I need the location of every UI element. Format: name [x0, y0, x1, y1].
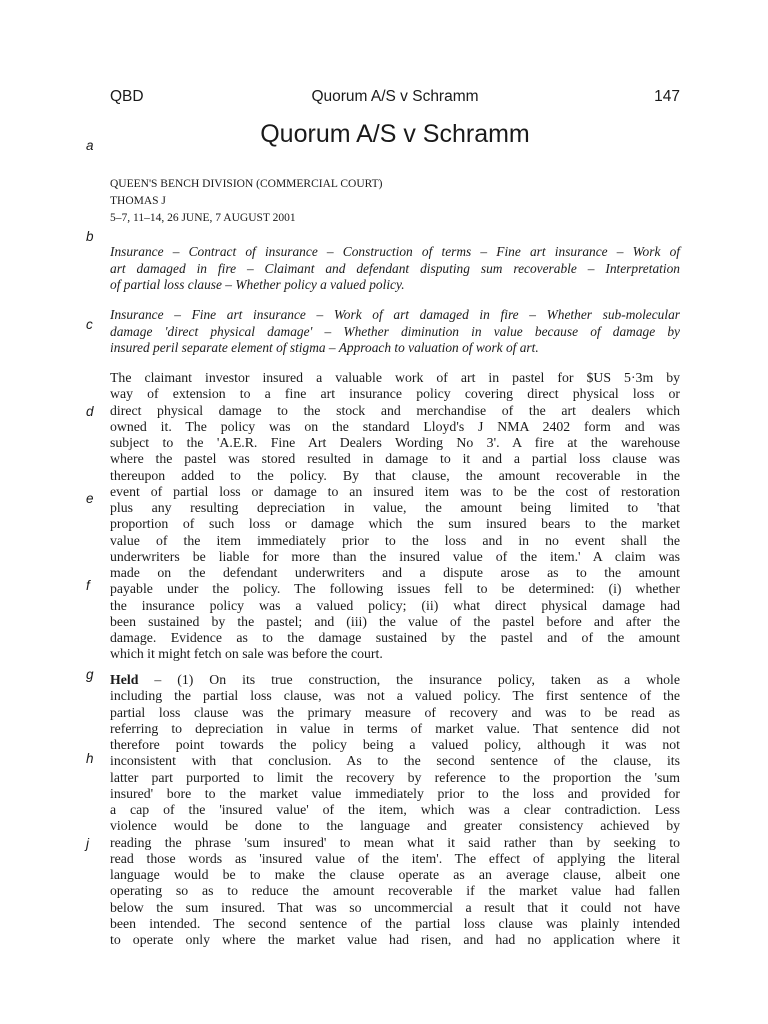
held-line: inconsistent with that conclusion. As to the second sentence of the clause, its — [110, 753, 680, 769]
margin-letter-f: f — [86, 578, 90, 593]
summary-line: payable under the policy. The following issues fell to be determined: (i) whether — [110, 581, 680, 597]
summary-line: plus any resulting depreciation in value, the amount being limited to 'that — [110, 500, 680, 515]
summary-line: thereupon added to the policy. By that clause, the amount recoverable in the — [110, 467, 680, 483]
summary-line: made on the defendant underwriters and a dispute arose as to the amount — [110, 565, 680, 580]
held-line: therefore point towards the policy being a valued policy, although it was not — [110, 737, 680, 752]
catchword-line: art damaged in fire – Claimant and defendant disputing sum recoverable – Interpretation — [110, 260, 680, 276]
held-line-text: – (1) On its true construction, the insurance policy, taken as a whole — [138, 672, 680, 687]
held-line: operating so as to reduce the amount recoverable if the market value had fallen — [110, 883, 680, 899]
held-paragraph — [110, 672, 680, 948]
court-name: QUEEN'S BENCH DIVISION (COMMERCIAL COURT) — [110, 178, 383, 190]
held-line: including the partial loss clause, was not a valued policy. The first sentence of the — [110, 688, 680, 704]
summary-line: the insurance policy was a valued policy; (ii) what direct physical damage had — [110, 597, 680, 613]
margin-letter-b: b — [86, 229, 94, 244]
held-label: Held — [110, 672, 139, 687]
held-line: referring to depreciation in value in terms of market value. That sentence did not — [110, 720, 680, 736]
summary-line: underwriters be liable for more than the insured value of the item.' A claim was — [110, 548, 680, 564]
held-line: to operate only where the market value had risen, and had no application where it — [110, 932, 680, 947]
held-line: read those words as 'insured value of the item'. The effect of applying the literal — [110, 850, 680, 866]
header-page-number: 147 — [654, 88, 680, 105]
summary-line: subject to the 'A.E.R. Fine Art Dealers Wording No 3'. A fire at the warehouse — [110, 435, 680, 450]
held-line: violence would be done to the language and greater consistency achieved by — [110, 818, 680, 834]
catchwords-first — [110, 244, 680, 294]
summary-line: proportion of such loss or damage which the sum insured bears to the market — [110, 516, 680, 532]
margin-letter-g: g — [86, 667, 94, 682]
header-case-name: Quorum A/S v Schramm — [311, 88, 479, 105]
judge-name: THOMAS J — [110, 195, 166, 207]
catchword-line: insured peril separate element of stigma – Approach to valuation of work of art. — [110, 340, 539, 355]
case-title: Quorum A/S v Schramm — [260, 120, 530, 148]
held-line: partial loss clause was the primary measure of recovery and was to be read as — [110, 704, 680, 720]
summary-line: value of the item immediately prior to the loss and in no event shall the — [110, 532, 680, 548]
summary-line: which it might fetch on sale was before the court. — [110, 646, 383, 662]
held-line: below the sum insured. That was so uncommercial a result that it could not have — [110, 899, 680, 915]
summary-line: where the pastel was stored resulted in damage to it and a partial loss clause was — [110, 451, 680, 467]
catchword-line: Insurance – Fine art insurance – Work of art damaged in fire – Whether sub-molecular — [110, 307, 680, 322]
held-line: a cap of the 'insured value' of the item, which was a clear contradiction. Less — [110, 802, 680, 817]
margin-letter-d: d — [86, 404, 94, 419]
summary-paragraph — [110, 370, 680, 663]
catchword-line: damage 'direct physical damage' – Whether diminution in value because of damage by — [110, 323, 680, 339]
summary-line: way of extension to a fine art insurance policy covering direct physical loss or — [110, 386, 680, 402]
held-line: latter part purported to limit the recovery by reference to the proportion the 'sum — [110, 769, 680, 785]
summary-line: direct physical damage to the stock and merchandise of the art dealers which — [110, 402, 680, 418]
margin-letter-j: j — [86, 836, 89, 851]
summary-line: event of partial loss or damage to an insured item was to be the cost of restoration — [110, 483, 680, 499]
margin-letter-e: e — [86, 491, 94, 506]
margin-letter-a: a — [86, 138, 94, 153]
summary-line: owned it. The policy was on the standard Lloyd's J NMA 2402 form and was — [110, 418, 680, 434]
held-line: language would be to make the clause operate as an average clause, albeit one — [110, 867, 680, 882]
hearing-dates: 5–7, 11–14, 26 JUNE, 7 AUGUST 2001 — [110, 212, 296, 224]
summary-line: been sustained by the pastel; and (iii) the value of the pastel before and after the — [110, 613, 680, 629]
held-line — [110, 672, 680, 688]
margin-letter-c: c — [86, 317, 93, 332]
catchwords-second — [110, 307, 680, 357]
header-court-abbreviation: QBD — [110, 88, 144, 105]
held-line: reading the phrase 'sum insured' to mean what it said rather than by seeking to — [110, 834, 680, 850]
running-header — [110, 88, 680, 110]
margin-letter-h: h — [86, 751, 94, 766]
summary-line: The claimant investor insured a valuable work of art in pastel for $US 5·3m by — [110, 370, 680, 385]
held-line: been intended. The second sentence of the partial loss clause was plainly intended — [110, 915, 680, 931]
held-line: insured' bore to the market value immediately prior to the loss and provided for — [110, 785, 680, 801]
catchword-line: Insurance – Contract of insurance – Construction of terms – Fine art insurance – Work of — [110, 244, 680, 259]
catchword-line: of partial loss clause – Whether policy a valued policy. — [110, 277, 405, 292]
summary-line: damage. Evidence as to the damage sustained by the pastel and of the amount — [110, 630, 680, 645]
